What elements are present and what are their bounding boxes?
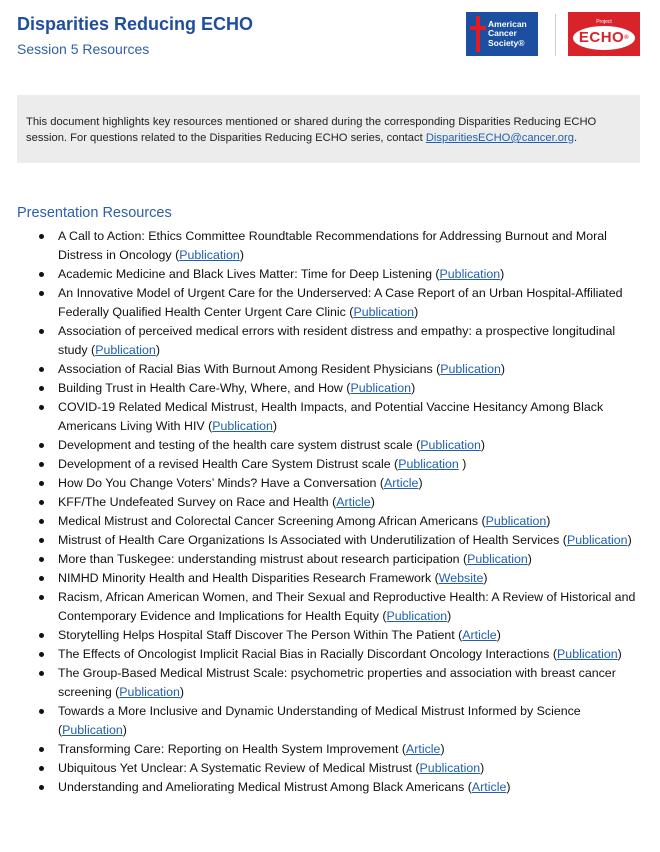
resource-link[interactable]: Publication (212, 419, 273, 433)
document-subtitle: Session 5 Resources (17, 41, 150, 57)
resource-item (37, 227, 640, 265)
resource-link[interactable]: Publication (350, 381, 412, 395)
resource-link[interactable]: Publication (386, 609, 448, 623)
resource-link[interactable]: Publication (419, 761, 481, 775)
resource-suffix: ) (155, 343, 160, 357)
resource-link[interactable]: Publication (485, 514, 547, 528)
resource-title: Medical Mistrust and Colorectal Cancer Screening Among African Americans ( (58, 514, 486, 528)
resource-item (37, 265, 640, 284)
resource-item (37, 740, 640, 759)
resource-suffix: ) (480, 761, 485, 775)
resource-title: Racism, African American Women, and Their Sexual and Reproductive Health: A Review of Historical and Contemporary Evidence and Implications for Health Equity ( (58, 590, 636, 623)
resource-suffix: ) (418, 476, 423, 490)
intro-box (17, 95, 640, 163)
resource-item (37, 455, 640, 474)
resource-link[interactable]: Publication (420, 438, 481, 452)
resource-link[interactable]: Publication (439, 267, 501, 281)
resource-title: The Effects of Oncologist Implicit Racial Bias in Racially Discordant Oncology Interactions ( (58, 647, 558, 661)
resource-title: An Innovative Model of Urgent Care for the Underserved: A Case Report of an Urban Hospital-Affiliated Federally Qualified Health Center Urgent Care Clinic ( (58, 286, 623, 319)
intro-text-end: . (573, 132, 578, 144)
echo-logo-project-text: Project (596, 18, 612, 25)
resource-link[interactable]: Publication (557, 647, 618, 661)
resource-item (37, 493, 640, 512)
resource-title: Storytelling Helps Hospital Staff Discover The Person Within The Patient ( (58, 628, 463, 642)
resource-suffix: ) (411, 381, 416, 395)
resource-suffix: ) (447, 609, 452, 623)
echo-logo-trademark: ® (624, 34, 630, 41)
resource-title: Building Trust in Health Care-Why, Where, and How ( (58, 381, 351, 395)
resource-link[interactable]: Publication (440, 362, 501, 376)
resource-suffix: ) (496, 628, 501, 642)
resource-suffix: ) (370, 495, 375, 509)
echo-logo-oval (573, 26, 635, 50)
resource-item (37, 759, 640, 778)
resource-title: More than Tuskegee: understanding mistrust about research participation ( (58, 552, 468, 566)
resource-suffix: ) (414, 305, 419, 319)
resource-link[interactable]: Article (336, 495, 371, 509)
resource-title: How Do You Change Voters’ Minds? Have a Conversation ( (58, 476, 385, 490)
resource-title: Understanding and Ameliorating Medical Mistrust Among Black Americans ( (58, 780, 472, 794)
resource-link[interactable]: Publication (95, 343, 156, 357)
resource-title: Ubiquitous Yet Unclear: A Systematic Review of Medical Mistrust ( (58, 761, 420, 775)
resource-link[interactable]: Publication (398, 457, 459, 471)
resource-list (37, 227, 640, 797)
resource-title: Development of a revised Health Care System Distrust scale ( (58, 457, 399, 471)
resource-item (37, 626, 640, 645)
resource-link[interactable]: Publication (467, 552, 528, 566)
resource-suffix: ) (483, 571, 488, 585)
resource-suffix: ) (546, 514, 551, 528)
resource-suffix: ) (500, 267, 505, 281)
resource-item (37, 284, 640, 322)
resource-item (37, 778, 640, 797)
american-cancer-society-logo (466, 12, 538, 56)
resource-suffix: ) (458, 457, 467, 471)
resource-title: NIMHD Minority Health and Health Disparities Research Framework ( (58, 571, 439, 585)
resource-item (37, 588, 640, 626)
document-title: Disparities Reducing ECHO (17, 14, 254, 34)
resource-item (37, 569, 640, 588)
resource-link[interactable]: Publication (119, 685, 180, 699)
resource-item (37, 550, 640, 569)
resource-title: Association of perceived medical errors with resident distress and empathy: a prospective longitudinal study ( (58, 324, 616, 357)
resource-title: KFF/The Undefeated Survey on Race and Health ( (58, 495, 337, 509)
resource-link[interactable]: Publication (566, 533, 628, 547)
resource-title: Towards a More Inclusive and Dynamic Understanding of Medical Mistrust Informed by Science ( (58, 704, 581, 737)
resource-suffix: ) (506, 780, 511, 794)
resource-title: Association of Racial Bias With Burnout Among Resident Physicians ( (58, 362, 441, 376)
resource-link[interactable]: Publication (353, 305, 415, 319)
echo-logo-word: ECHO (578, 29, 625, 46)
resource-suffix: ) (527, 552, 532, 566)
resource-item (37, 398, 640, 436)
resource-suffix: ) (179, 685, 185, 699)
logo-divider (555, 14, 556, 56)
resource-item (37, 702, 640, 740)
resource-title: Academic Medicine and Black Lives Matter: Time for Deep Listening ( (58, 267, 440, 281)
resource-item (37, 322, 640, 360)
resource-link[interactable]: Publication (62, 723, 123, 737)
resource-suffix: ) (500, 362, 505, 376)
acs-logo-text: American Cancer Society® (488, 18, 527, 48)
resource-title: A Call to Action: Ethics Committee Roundtable Recommendations for Addressing Burnout and Moral Distress in Oncology ( (58, 229, 607, 262)
resource-title: The Group-Based Medical Mistrust Scale: psychometric properties and association with breast cancer screening ( (58, 666, 616, 699)
resource-suffix: ) (440, 742, 445, 756)
resource-item (37, 379, 640, 398)
resource-item (37, 645, 640, 664)
resource-suffix: ) (122, 723, 127, 737)
resource-item (37, 474, 640, 493)
resource-link[interactable]: Article (462, 628, 497, 642)
resource-title: Transforming Care: Reporting on Health System Improvement ( (58, 742, 406, 756)
resource-suffix: ) (617, 647, 622, 661)
resource-item (37, 360, 640, 379)
resource-suffix: ) (480, 438, 486, 452)
resource-item (37, 664, 640, 702)
section-heading: Presentation Resources (17, 205, 172, 221)
resource-title: COVID-19 Related Medical Mistrust, Health Impacts, and Potential Vaccine Hesitancy Among Black Americans Living With HIV ( (58, 400, 604, 433)
resource-item (37, 436, 640, 455)
contact-email-link[interactable]: DisparitiesECHO@cancer.org (425, 132, 574, 144)
resource-suffix: ) (239, 248, 244, 262)
resource-link[interactable]: Website (438, 571, 484, 585)
intro-text: This document highlights key resources mentioned or shared during the corresponding Disparities Reducing ECHO session. For questions related to the Disparities Reducing ECHO series, contact (26, 116, 597, 144)
resource-title: Development and testing of the health care system distrust scale ( (58, 438, 421, 452)
sword-icon (470, 16, 486, 52)
resource-link[interactable]: Article (384, 476, 419, 490)
resource-link[interactable]: Article (471, 780, 507, 794)
resource-suffix: ) (272, 419, 278, 433)
project-echo-logo (568, 12, 640, 56)
resource-link[interactable]: Article (406, 742, 441, 756)
resource-link[interactable]: Publication (179, 248, 240, 262)
resource-item (37, 531, 640, 550)
resource-suffix: ) (627, 533, 632, 547)
resource-item (37, 512, 640, 531)
resource-title: Mistrust of Health Care Organizations Is Associated with Underutilization of Health Services ( (58, 533, 567, 547)
